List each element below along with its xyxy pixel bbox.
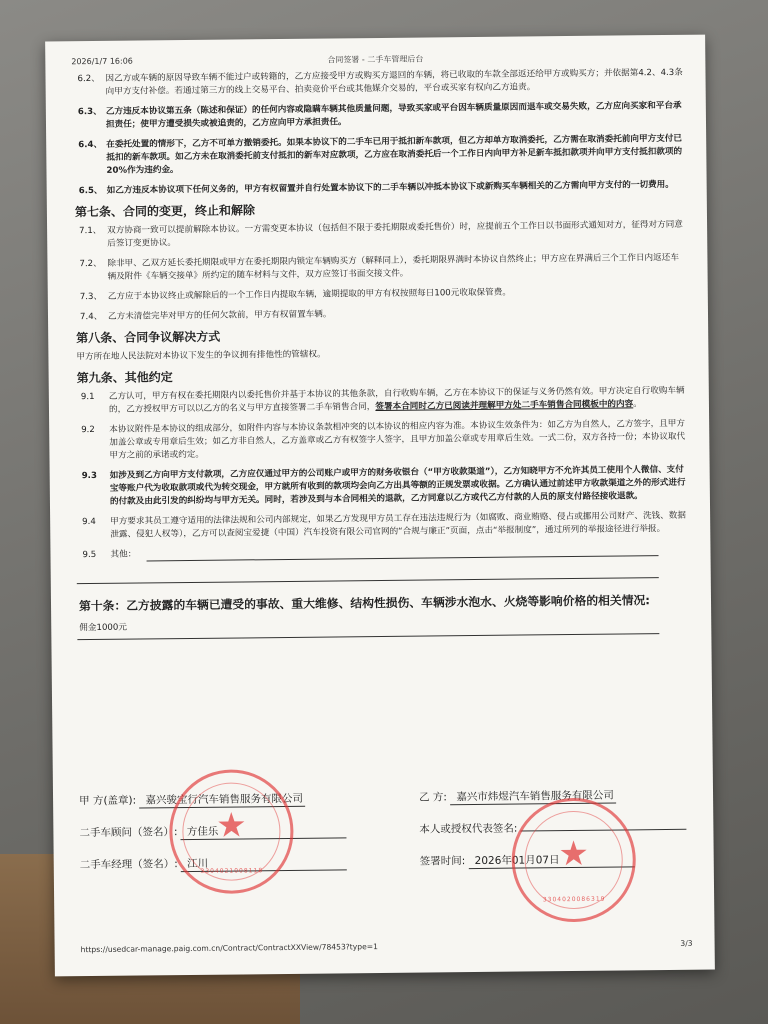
clause-number: 6.3、 [77,106,102,118]
seal-code: 3304021008118 [200,867,264,875]
sign-time-value: 2026年01月07日 [469,851,635,869]
section-8-title: 第八条、合同争议解决方式 [76,329,221,346]
clause-text: 乙方应于本协议终止或解除后的一个工作日内提取车辆，逾期提取的甲方有权按照每日100元收取保管费。 [107,287,511,302]
clause-6-5 [73,179,685,198]
section-10-title: 第十条：乙方披露的车辆已遭受的事故、重大维修、结构性损伤、车辆涉水泡水、火烧等影响价格的相关情况: [78,593,651,614]
clause-9-5 [76,543,688,579]
clause-text: 乙方认可，甲方有权在委托期限内以委托售价并基于本协议的其他条款，自行收购车辆，乙方在本协议下的保证与义务仍然有效。甲方决定自行收购车辆的，乙方授权甲方可以以乙方的名义与甲方直接签署二手车销售合同， [108,385,685,415]
clause-text: 在委托处置的情形下，乙方不可单方撤销委托。如果本协议下的二手车已用于抵扣新车款项，但乙方却单方取消委托，乙方需在取消委托前向甲方支付已抵扣的新车款项。如乙方未在取消委托前支付抵扣的新车对应款项，乙方应在取消委托后一个工作日内向甲方补足新车抵扣款项并向甲方支付抵扣款项的20%作为违约金。 [106,133,683,176]
print-title: 合同签署 - 二手车管理后台 [327,54,424,65]
seal-star-icon: ★ [215,805,247,846]
company-seal-a [169,769,294,894]
signature-block [79,787,692,933]
clause-9-1 [75,385,687,417]
clause-7-4 [74,305,686,324]
clause-6-3 [72,100,684,132]
clause-6-2 [71,67,683,99]
party-a-label: 甲 方(盖章): [79,794,137,808]
rep-label: 本人或授权代表签名: [419,822,518,836]
page-number: 3/3 [680,938,693,948]
section-9-title: 第九条、其他约定 [76,370,173,386]
fill-line [147,555,659,561]
clause-7-2 [73,252,685,284]
contract-body [71,67,689,654]
clause-number: 9.5 [82,549,97,561]
party-a-value: 嘉兴骏宝行汽车销售服务有限公司 [139,791,305,809]
clause-number: 7.4、 [79,311,103,323]
clause-end: 。 [633,399,642,410]
clause-text: 乙方未清偿完毕对甲方的任何欠款前，甲方有权留置车辆。 [107,309,332,322]
section-8-text: 甲方所在地人民法院对本协议下发生的争议拥有排他性的管辖权。 [76,349,326,363]
party-b-value: 嘉兴市炜煜汽车销售服务有限公司 [450,788,616,806]
print-datetime: 2026/1/7 16:06 [71,56,133,67]
clause-7-1 [73,219,685,251]
seal-star-icon: ★ [558,833,590,875]
manager-label: 二手车经理（签名）: [79,858,178,872]
clause-number: 9.3 [81,470,97,482]
clause-text: 本协议附件是本协议的组成部分，如附件内容与本协议条款相冲突的以本协议的相应内容为准。本协议生效条件为：如乙方为自然人，乙方签字，且甲方加盖公章或专用章后生效；如乙方非自然人，乙方盖章或乙方有权签字人签字，且甲方加盖公章或专用章后生效。一式二份，双方各持一份；本协议取代甲方之前的承诺或约定。 [109,418,686,461]
clause-text: 如涉及到乙方向甲方支付款项，乙方应仅通过甲方的公司账户或甲方的财务收银台（“甲方收款渠道”），乙方知晓甲方不允许其员工使用个人微信、支付宝等账户代为收取款项或代为转交现金，甲方就所有收到的款项均会向乙方出具等额的正规发票或收据。乙方确认通过前述甲方收款渠道之外的形式进行的付款及由此引发的纠纷均与甲方无关。同时，若涉及到与本合同相关的退款，乙方同意以乙方或代乙方付款的人员的原支付路径接收退款。 [109,464,686,507]
clause-text: 其他： [110,549,137,560]
commission-note: 佣金1000元 [79,622,127,634]
clause-number: 6.2、 [77,73,100,85]
clause-9-3 [76,464,688,509]
clause-text: 甲方要求其员工遵守适用的法律法规和公司内部规定，如果乙方发现甲方员工存在违法违规行为（如腐败、商业贿赂、侵占或挪用公司财产、洗钱、数据泄露、侵犯人权等），乙方可以查阅宝爱捷（中国）汽车投资有限公司官网的“合规与廉正”页面，点击“举报制度”，通过所列的举报途径进行举报。 [110,510,686,540]
clause-number: 9.2 [81,424,95,436]
clause-text: 如乙方违反本协议项下任何义务的，甲方有权留置并自行处置本协议下的二手车辆以冲抵本协议下或新购买车辆相关的乙方需向甲方支付的一切费用。 [106,179,674,196]
footer-url: https://usedcar-manage.paig.com.cn/Contract/ContractXXView/78453?type=1 [80,942,378,955]
clause-number: 9.4 [82,516,96,528]
print-footer [81,939,693,954]
clause-text: 因乙方或车辆的原因导致车辆不能过户或转籍的，乙方应接受甲方或购买方退回的车辆，将已收取的车款全部返还给甲方或购买方；并依据第4.2、4.3条向甲方支付补偿。若通过第三方的线上交易平台、拍卖竞价平台或其他媒介交易的，平台或买家有权向乙方追责。 [105,67,683,97]
clause-9-2 [75,418,687,463]
clause-underlined-text: 签署本合同时乙方已阅读并理解甲方处二手车销售合同模板中的内容 [375,399,634,413]
clause-text: 双方协商一致可以提前解除本协议。一方需变更本协议（包括但不限于委托期限或委托售价）时，应提前五个工作日以书面形式通知对方，征得对方同意后签订变更协议。 [107,219,683,249]
company-seal-b [511,797,636,922]
clause-number: 7.2、 [79,258,102,270]
clause-text: 乙方违反本协议第五条（陈述和保证）的任何内容或隐瞒车辆其他质量问题，导致买家或平台因车辆质量原因而退车或交易失败，乙方应向买家和平台承担责任；使甲方遭受损失或被追责的，乙方应向甲方承担责任。 [105,100,682,130]
clause-9-4 [76,510,688,542]
seal-code: 3304020086319 [542,895,606,904]
contract-page [45,35,715,977]
clause-6-4 [72,133,684,178]
section-7-title: 第七条、合同的变更，终止和解除 [74,203,255,220]
sign-time-label: 签署时间: [419,855,466,868]
print-header [71,51,679,67]
clause-7-3 [74,285,686,304]
clause-number: 7.1、 [79,225,102,237]
clause-number: 9.1 [80,391,95,403]
manager-signature: 江川 [181,854,347,872]
clause-text: 除非甲、乙双方延长委托期限或甲方在委托期限内锁定车辆购买方（解释同上），委托期限界满时本协议自然终止；甲方应在界满后三个工作日内返还车辆及附件《车辆交接单》所约定的随车材料与文件，双方应签订书面交接文件。 [107,252,679,282]
advisor-label: 二手车顾问（签名）: [79,826,178,840]
advisor-signature: 方佳乐 [181,822,347,840]
clause-number: 6.4、 [78,139,103,151]
clause-number: 6.5、 [78,185,103,197]
party-b-label: 乙 方: [418,791,448,804]
clause-number: 7.3、 [79,291,103,303]
